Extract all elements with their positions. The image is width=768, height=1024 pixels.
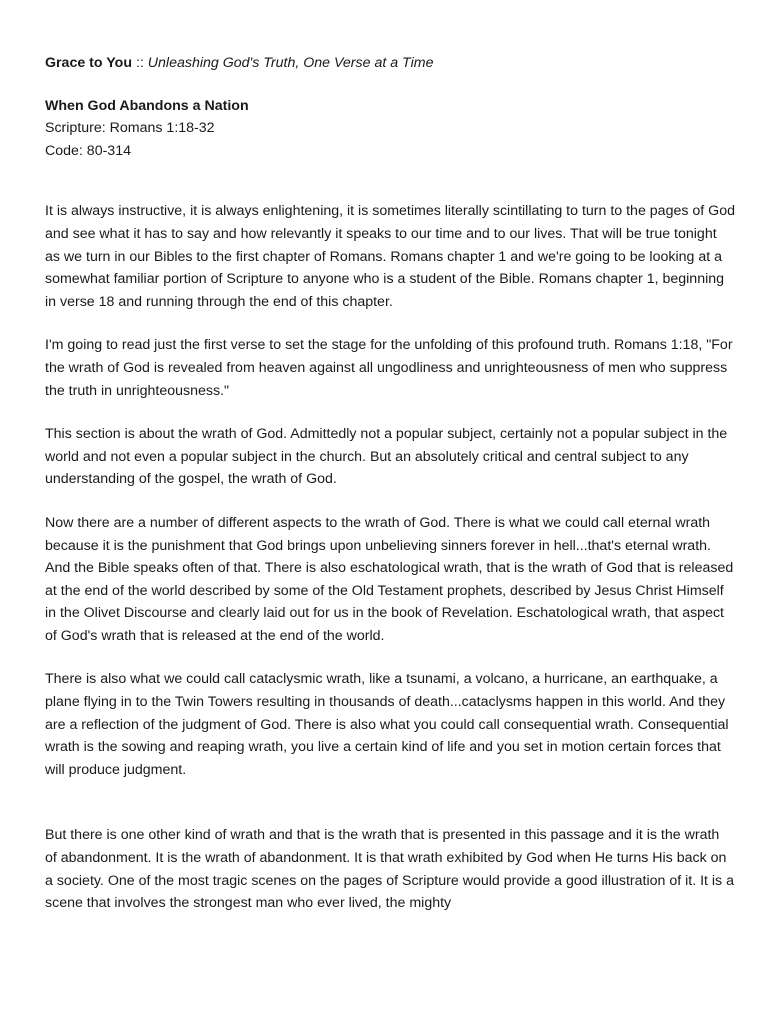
header-separator: ::	[132, 55, 148, 71]
site-header	[45, 52, 735, 75]
paragraph-romans-reading: I'm going to read just the first verse to set the stage for the unfolding of this profound truth. Romans 1:18, "For the wrath of God is revealed from heaven against all ungodliness and unrighteousness of men who suppress the truth in unrighteousness."	[45, 337, 733, 399]
sermon-title: When God Abandons a Nation	[45, 97, 249, 114]
paragraph-intro: It is always instructive, it is always enlightening, it is sometimes literally scintillating to turn to the pages of God and see what it has to say and how relevantly it speaks to our time and to our lives. That will be true tonight as we turn in our Bibles to the first chapter of Romans. Romans chapter 1 and we're going to be looking at a somewhat familiar portion of Scripture to anyone who is a student of the Bible. Romans chapter 1, beginning in verse 18 and running through the end of this chapter.	[45, 203, 735, 310]
paragraph-wrath-of-abandonment: But there is one other kind of wrath and that is the wrath that is presented in this passage and it is the wrath of abandonment. It is the wrath of abandonment. It is that wrath exhibited by God when He turns His back on a society. One of the most tragic scenes on the pages of Scripture would provide a good illustration of it. It is a scene that involves the strongest man who ever lived, the mighty	[45, 827, 734, 912]
sermon-meta	[45, 95, 735, 163]
paragraph-cataclysmic-wrath: There is also what we could call cataclysmic wrath, like a tsunami, a volcano, a hurricane, an earthquake, a plane flying in to the Twin Towers resulting in thousands of death...cataclysms happen in this world. And they are a reflection of the judgment of God. There is also what you could call consequential wrath. Consequential wrath is the sowing and reaping wrath, you live a certain kind of life and you set in motion certain forces that will produce judgment.	[45, 671, 729, 778]
paragraph-wrath-subject: This section is about the wrath of God. Admittedly not a popular subject, certainly not a popular subject in the world and not even a popular subject in the church. But an absolutely critical and central subject to any understanding of the gospel, the wrath of God.	[45, 426, 728, 488]
paragraph-aspects-of-wrath: Now there are a number of different aspects to the wrath of God. There is what we could call eternal wrath because it is the punishment that God brings upon unbelieving sinners forever in hell...that's eternal wrath. And the Bible speaks often of that. There is also eschatological wrath, that is the wrath of God that is released at the end of the world described by some of the Old Testament prophets, described by Jesus Christ Himself in the Olivet Discourse and clearly laid out for us in the book of Revelation. Eschatological wrath, that aspect of God's wrath that is released at the end of the world.	[45, 514, 734, 644]
sermon-code: Code: 80-314	[45, 142, 131, 159]
brand-tagline: Unleashing God's Truth, One Verse at a Time	[147, 55, 434, 71]
scripture-reference: Scripture: Romans 1:18-32	[45, 120, 215, 137]
document-page	[45, 52, 735, 936]
brand-name: Grace to You	[45, 55, 132, 71]
